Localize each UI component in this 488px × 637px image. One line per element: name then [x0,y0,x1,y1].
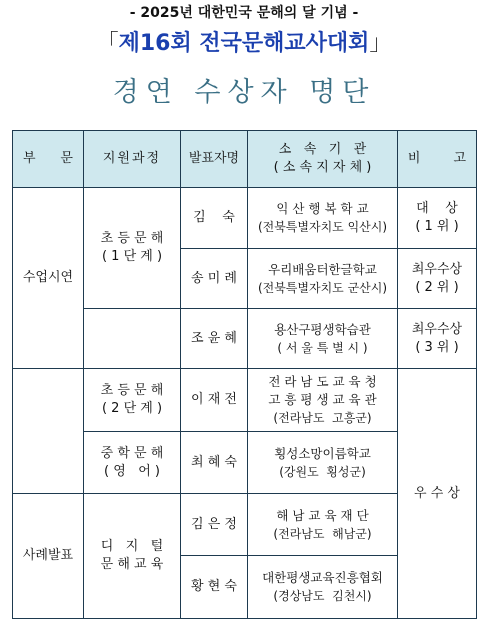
org-cell [248,432,398,494]
event-title-open-bracket: 「 [96,31,119,56]
header-dept-left: 부 [23,151,36,166]
header-org [248,131,398,188]
course-elem1 [84,188,181,309]
org-line1: 횡성소망이름학교 [274,445,371,461]
presenter-name: 황 현 숙 [181,556,248,619]
course-digital-line1: 디 지 털 [100,539,164,554]
header-note [398,131,477,188]
presenter-name: 송 미 례 [181,249,248,309]
winners-table [12,130,477,619]
course-elem1-line1: 초 등 문 해 [100,231,164,246]
org-line2: (강원도 횡성군) [279,464,366,479]
note-rank: ( 3 위 ) [415,339,459,355]
org-cell [248,556,398,619]
header-course: 지원과정 [84,131,181,188]
note-excellence-award: 우 수 상 [398,369,477,619]
course-elem2 [84,369,181,432]
course-digital-line2: 문 해 교 육 [100,557,164,572]
table-row [13,188,477,249]
header-dept-right: 문 [60,151,73,166]
dept-class-demo-continued [13,432,84,494]
course-elem2-line1: 초 등 문 해 [100,383,164,398]
org-cell [248,309,398,369]
header-note-left: 비 [407,151,421,166]
org-cell [248,188,398,249]
org-line1: 익 산 행 복 학 교 [276,201,369,216]
note-award: 최우수상 [411,261,463,277]
header-org-line2: ( 소 속 지 자 체 ) [273,160,372,175]
org-line2: (전라남도 해남군) [273,526,372,541]
dept-class-demo-continued [13,369,84,432]
org-line3: (전라남도 고흥군) [273,411,372,425]
org-cell [248,494,398,556]
note-award: 최우수상 [411,321,463,337]
note-rank: ( 1 위 ) [415,219,459,234]
event-title [0,26,488,57]
note-cell [398,249,477,309]
course-mid-line1: 중 학 문 해 [100,445,164,461]
org-cell [248,369,398,432]
org-line1: 대한평생교육진흥협회 [262,570,383,585]
presenter-name: 최 혜 숙 [181,432,248,494]
table-header-row [13,131,477,188]
org-line1: 용산구평생학습관 [274,321,371,337]
course-mid-line2: ( 영 어 ) [104,463,160,479]
org-line2: (전북특별자치도 익산시) [257,220,388,234]
note-rank: ( 2 위 ) [415,279,459,295]
presenter-name: 이 재 전 [181,369,248,432]
table-row [13,369,477,432]
org-line1: 해 남 교 육 재 단 [276,507,369,523]
course-mid [84,432,181,494]
org-line2: ( 서 울 특 별 시 ) [277,340,368,355]
org-line2: 고 흥 평 생 교 육 관 [268,392,377,407]
note-award: 대 상 [416,201,458,216]
event-title-close-bracket: 」 [369,31,392,56]
note-cell [398,309,477,369]
course-elem1-line2: ( 1 단 계 ) [101,249,163,264]
presenter-name: 김 은 정 [181,494,248,556]
header-org-line1: 소 속 기 관 [278,142,367,157]
course-elem1-continued [84,309,181,369]
org-line2: (경상남도 김천시) [273,589,372,603]
header-dept [13,131,84,188]
presenter-name: 조 윤 혜 [181,309,248,369]
org-cell [248,249,398,309]
list-title: 경연 수상자 명단 [112,77,376,108]
event-title-text: 제16회 전국문해교사대회 [118,31,370,56]
header-presenter: 발표자명 [181,131,248,188]
presenter-name: 김 숙 [181,188,248,249]
org-line1: 우리배움터한글학교 [268,261,377,277]
dept-case-pres: 사례발표 [13,494,84,619]
course-digital [84,494,181,619]
note-cell [398,188,477,249]
page-subtitle: - 2025년 대한민국 문해의 달 기념 - [129,5,359,21]
org-line1: 전 라 남 도 교 육 청 [268,374,377,389]
header-note-right: 고 [453,151,467,166]
dept-class-demo: 수업시연 [13,188,84,369]
course-elem2-line2: ( 2 단 계 ) [101,401,163,416]
org-line2: (전북특별자치도 군산시) [257,280,388,295]
